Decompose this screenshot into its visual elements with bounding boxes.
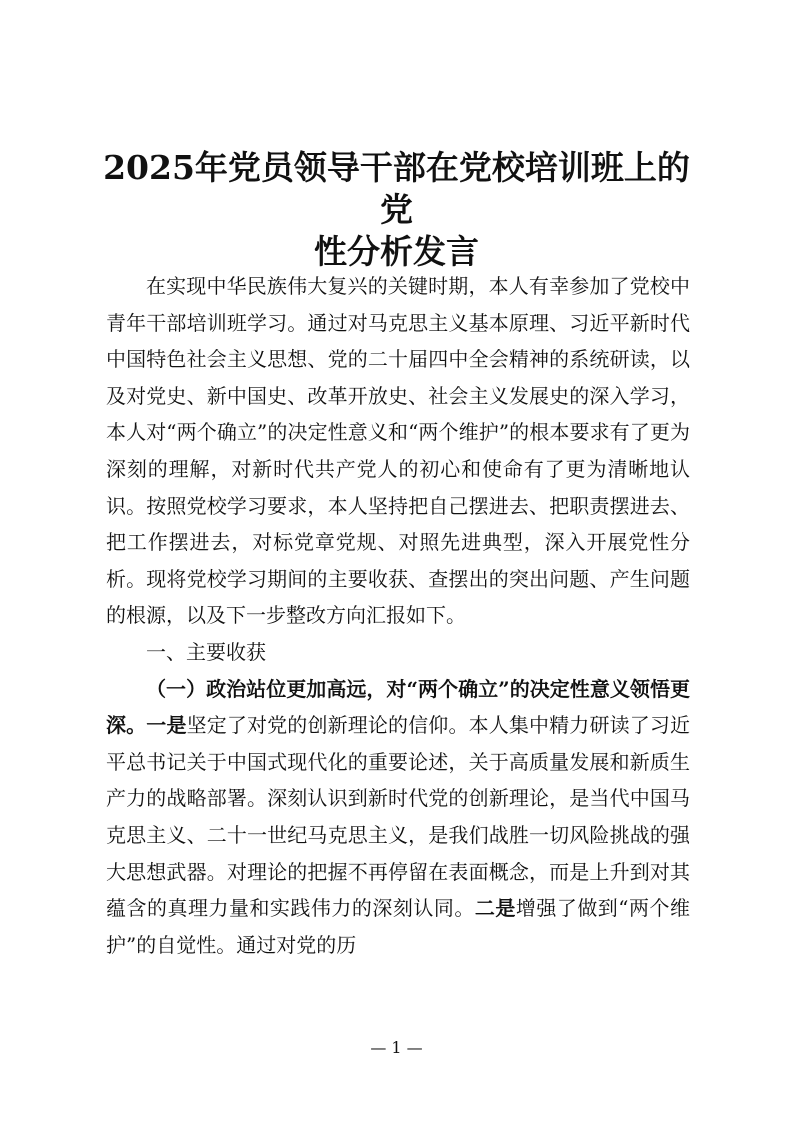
title-line-2: 性分析发言 [314,232,479,271]
document-title [90,147,703,273]
document-body [106,268,690,963]
section-heading-main-gains: 一、主要收获 [146,639,266,664]
point-2-label: 二是 [474,896,516,921]
page-number: — 1 — [370,1038,423,1057]
subsection-paragraph-1 [106,671,690,964]
subsection-heading-1: （一）政治站位更加高远，对“两个确立”的决定性意义领悟更深。 [106,676,690,738]
point-1-label: 一是 [146,713,187,738]
intro-paragraph: 在实现中华民族伟大复兴的关键时期，本人有幸参加了党校中青年干部培训班学习。通过对马克思主义基本原理、习近平新时代中国特色社会主义思想、党的二十届四中全会精神的系统研读，以及对党史、新中国史、改革开放史、社会主义发展史的深入学习，本人对“两个确立”的决定性意义和“两个维护”的根本要求有了更为深刻的理解，对新时代共产党人的初心和使命有了更为清晰地认识。按照党校学习要求，本人坚持把自己摆进去、把职责摆进去、把工作摆进去，对标党章党规、对照先进典型，深入开展党性分析。现将党校学习期间的主要收获、查摆出的突出问题、产生问题的根源，以及下一步整改方向汇报如下。 [106,274,690,628]
point-2-text: 增强了做到“两个维护”的自觉性。通过对党的历 [106,896,691,957]
title-line-1: 2025年党员领导干部在党校培训班上的党 [103,148,690,229]
point-1-text: 坚定了对党的创新理论的信仰。本人集中精力研读了习近平总书记关于中国式现代化的重要论述，关于高质量发展和新质生产力的战略部署。深刻认识到新时代党的创新理论，是当代中国马克思主义、二十一世纪马克思主义，是我们战胜一切风险挑战的强大思想武器。对理论的把握不再停留在表面概念，而是上升到对其蕴含的真理力量和实践伟力的深刻认同。 [106,713,691,921]
